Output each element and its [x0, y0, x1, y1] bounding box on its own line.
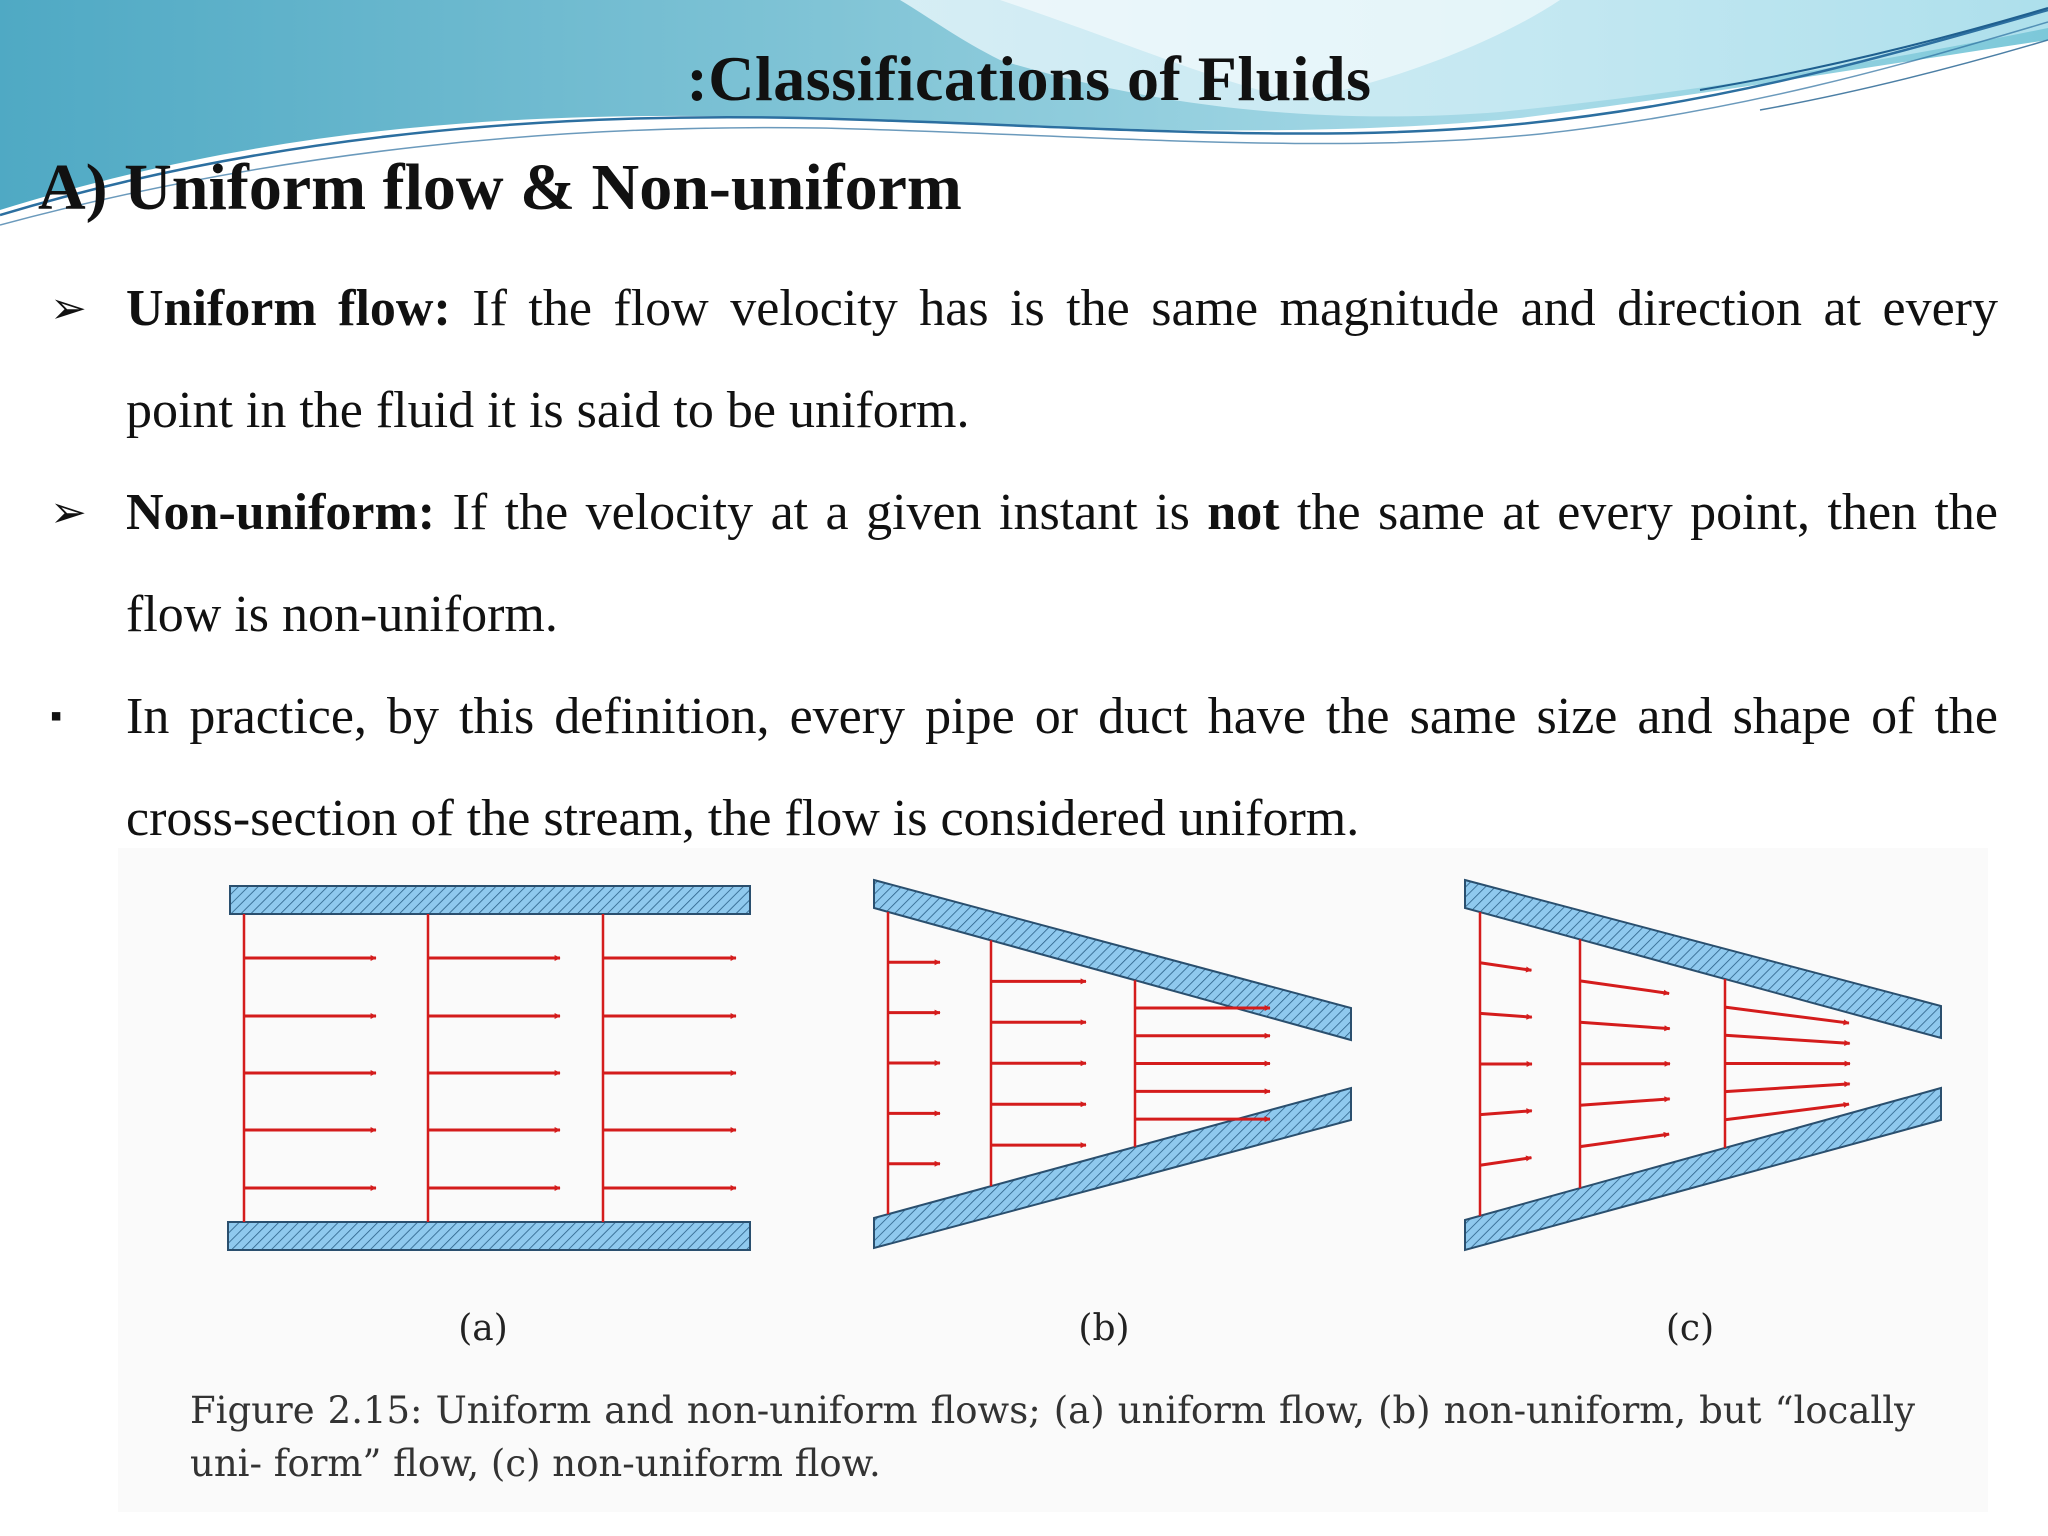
subfigure-label-c: (c) — [1665, 1308, 1715, 1349]
arrow-bullet-icon: ➢ — [50, 284, 87, 333]
duct-wall-bottom-c — [1465, 1088, 1941, 1250]
figure-caption: Figure 2.15: Uniform and non-uniform flows; (a) uniform flow, (b) non-uniform, but “locally uni- form” flow, (c) non-uniform flow. — [190, 1389, 1915, 1485]
velocity-arrow-c — [1725, 1035, 1850, 1043]
velocity-arrow-c — [1480, 963, 1531, 971]
section-heading: A) Uniform flow & Non-uniform — [38, 151, 962, 224]
bullet-lead: Uniform flow: — [126, 280, 451, 337]
bullet-emphasis: not — [1207, 484, 1280, 541]
velocity-arrow-c — [1725, 1007, 1849, 1023]
velocity-arrow-c — [1480, 1158, 1531, 1166]
bullet-non-uniform — [0, 462, 2048, 666]
duct-wall-top-c — [1465, 880, 1941, 1038]
velocity-arrow-c — [1480, 1111, 1532, 1115]
velocity-arrow-c — [1580, 981, 1669, 994]
flow-figure — [118, 848, 1988, 1512]
arrow-bullet-icon: ➢ — [50, 488, 87, 537]
bullet-text: the same at every point, then the flow is non-uniform. — [126, 484, 1999, 643]
bullet-uniform-flow — [0, 258, 2048, 462]
square-bullet-icon: ▪ — [50, 698, 63, 735]
bullet-list — [0, 258, 2048, 870]
velocity-arrow-c — [1580, 1099, 1670, 1105]
bullet-in-practice — [0, 666, 2048, 870]
velocity-arrow-c — [1480, 1013, 1532, 1017]
bullet-text: If the velocity at a given instant is — [435, 484, 1208, 541]
velocity-arrow-c — [1725, 1084, 1850, 1092]
slide-title: :Classifications of Fluids — [686, 43, 1372, 114]
velocity-arrow-c — [1725, 1104, 1849, 1120]
velocity-arrow-c — [1580, 1022, 1670, 1028]
bullet-text: If the flow velocity has is the same magnitude and direction at every point in the fluid it is said to be uniform. — [126, 280, 1998, 439]
subfigure-label-b: (b) — [1078, 1308, 1130, 1349]
pipe-wall-bottom-a — [228, 1222, 750, 1250]
velocity-arrow-c — [1580, 1134, 1669, 1147]
bullet-lead: Non-uniform: — [126, 484, 436, 541]
duct-wall-bottom-b — [874, 1088, 1351, 1248]
bullet-text: In practice, by this definition, every pipe or duct have the same size and shape of the cross-section of the stream, the flow is considered uniform. — [126, 688, 1998, 847]
subfigure-label-a: (a) — [458, 1308, 508, 1349]
pipe-wall-top-a — [230, 886, 750, 914]
duct-wall-top-b — [874, 880, 1351, 1040]
